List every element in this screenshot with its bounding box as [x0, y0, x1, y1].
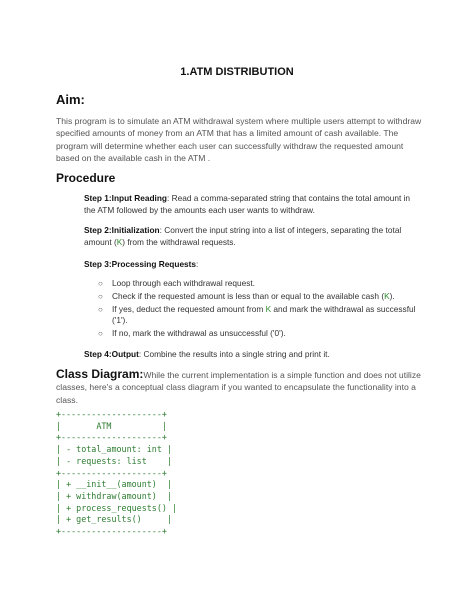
- aim-paragraph: This program is to simulate an ATM withdrawal system where multiple users attempt to withdraw specified amounts of money from an ATM that has a limited amount of cash available. The program will determine whether each user can successfully withdraw the requested amount based on the available cash in the ATM .: [56, 116, 422, 164]
- step-4-text: : Combine the results into a single string and print it.: [138, 349, 330, 359]
- step-3-bullet-list: [98, 278, 418, 341]
- step-3-text: :: [196, 259, 199, 269]
- step-3-label: Step 3:Processing Requests: [84, 259, 197, 269]
- bullet-circle-icon: ○: [98, 329, 103, 339]
- class-diagram-code: +--------------------+ | ATM | +--------------------+ | - total_amount: int | | - requests: list | +--------------------+ | + __init__(amount) | | + withdraw(amount) | | + process_requests() | | + get_results() | +--------------------+: [56, 409, 178, 537]
- class-diagram-section: [56, 368, 426, 406]
- step-1-label: Step 1:Input Reading: [84, 193, 167, 203]
- class-diagram-intro: While the current implementation is a simple function and does not utilize classes, here's a conceptual class diagram if you wanted to encapsulate the functionality into a class.: [56, 370, 421, 405]
- bullet-circle-icon: ○: [98, 279, 103, 288]
- step-4-label: Step 4:Output: [84, 349, 139, 359]
- step-2-text-a: : Convert the input string into a list of integers, separating the total amount (: [84, 225, 402, 248]
- procedure-heading: Procedure: [56, 171, 116, 185]
- list-item: ○ If no, mark the withdrawal as unsuccessful ('0').: [98, 328, 286, 339]
- step-2-k: K: [116, 237, 123, 248]
- class-diagram-heading: Class Diagram:: [56, 367, 144, 381]
- step-1-text: : Read a comma-separated string that contains the total amount in the ATM followed by the amounts each user wants to withdraw.: [84, 193, 411, 216]
- page-title: 1.ATM DISTRIBUTION: [180, 66, 294, 78]
- list-item: ○ Check if the requested amount is less than or equal to the available cash (K).: [98, 290, 395, 301]
- step-2-text-b: ) from the withdrawal requests.: [122, 237, 236, 248]
- step-4: [84, 348, 422, 360]
- list-item: ○ Loop through each withdrawal request.: [98, 278, 255, 288]
- list-item: ○ If yes, deduct the requested amount from K and mark the withdrawal as successful ('1').: [98, 303, 416, 326]
- bullet-circle-icon: ○: [98, 304, 103, 314]
- step-2: [84, 224, 422, 248]
- bullet-circle-icon: ○: [98, 291, 103, 301]
- step-3: [84, 258, 422, 270]
- step-2-label: Step 2:Initialization: [84, 225, 160, 235]
- step-1: [84, 192, 422, 216]
- aim-heading: Aim:: [56, 92, 85, 107]
